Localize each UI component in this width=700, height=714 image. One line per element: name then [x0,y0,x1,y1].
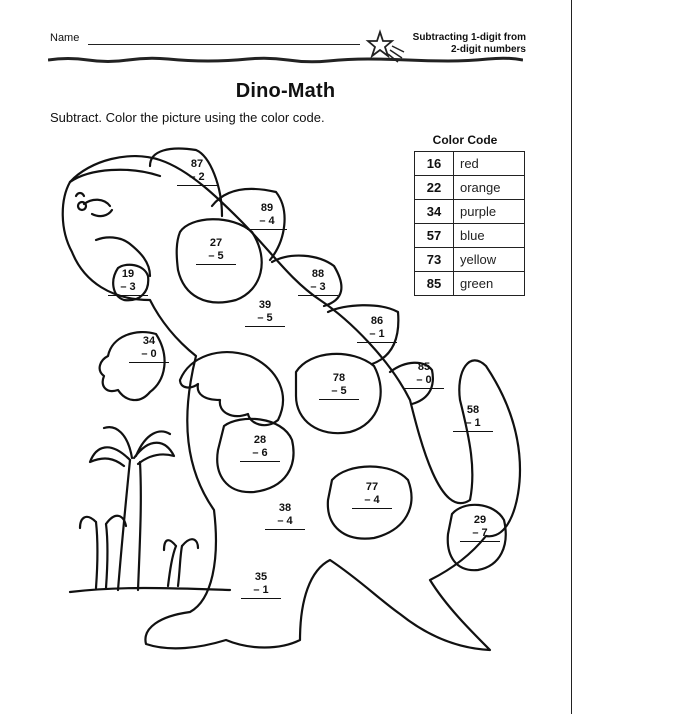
problem [108,268,148,296]
problem-minuend: 39 [258,299,272,311]
problem-subtrahend: – 1 [241,584,281,599]
instructions: Subtract. Color the picture using the color code. [50,110,325,125]
code-color: red [454,152,525,176]
problem [404,361,444,389]
problem-subtrahend: – 6 [240,447,280,462]
topic-line-1: Subtracting 1-digit from [412,32,526,43]
problem [129,335,169,363]
problem-subtrahend: – 5 [196,250,236,265]
problem-subtrahend: – 7 [460,527,500,542]
problem-subtrahend: – 0 [129,348,169,363]
problem-minuend: 89 [260,202,274,214]
code-color: green [454,272,525,296]
problem [357,315,397,343]
code-value: 34 [415,200,454,224]
page-title: Dino-Math [235,80,336,102]
code-value: 22 [415,176,454,200]
topic-line-2: 2-digit numbers [450,44,526,55]
problem-minuend: 58 [466,404,480,416]
problem-minuend: 78 [332,372,346,384]
problem [247,202,287,230]
problem-subtrahend: – 4 [247,215,287,230]
code-value: 57 [415,224,454,248]
problem-minuend: 86 [370,315,384,327]
problem-subtrahend: – 5 [319,385,359,400]
problem-minuend: 77 [365,481,379,493]
problem-subtrahend: – 1 [453,417,493,432]
palm-tree-illustration [70,427,230,592]
problem [241,571,281,599]
problem [460,514,500,542]
code-value: 73 [415,248,454,272]
code-color: yellow [454,248,525,272]
problem-minuend: 28 [253,434,267,446]
problem [319,372,359,400]
code-color: purple [454,200,525,224]
problem-minuend: 38 [278,502,292,514]
problem [245,299,285,327]
color-code-heading: Color Code [432,133,498,147]
problem-subtrahend: – 0 [404,374,444,389]
problem-minuend: 88 [311,268,325,280]
code-color: orange [454,176,525,200]
code-value: 16 [415,152,454,176]
problem-subtrahend: – 4 [265,515,305,530]
problem [196,237,236,265]
problem-minuend: 85 [417,361,431,373]
problem-subtrahend: – 3 [108,281,148,296]
code-color: blue [454,224,525,248]
problem [453,404,493,432]
problem-minuend: 29 [473,514,487,526]
problem-subtrahend: – 1 [357,328,397,343]
problem-minuend: 87 [190,158,204,170]
problem [352,481,392,509]
problem-subtrahend: – 4 [352,494,392,509]
problem [298,268,338,296]
dinosaur-outline [63,156,520,650]
name-label: Name [50,32,80,44]
problem-minuend: 19 [121,268,135,280]
problem [240,434,280,462]
problem [177,158,217,186]
problem-minuend: 34 [142,335,156,347]
problem-minuend: 27 [209,237,223,249]
problem-subtrahend: – 2 [177,171,217,186]
problem-subtrahend: – 5 [245,312,285,327]
code-value: 85 [415,272,454,296]
problem-minuend: 35 [254,571,268,583]
problem-subtrahend: – 3 [298,281,338,296]
problem [265,502,305,530]
